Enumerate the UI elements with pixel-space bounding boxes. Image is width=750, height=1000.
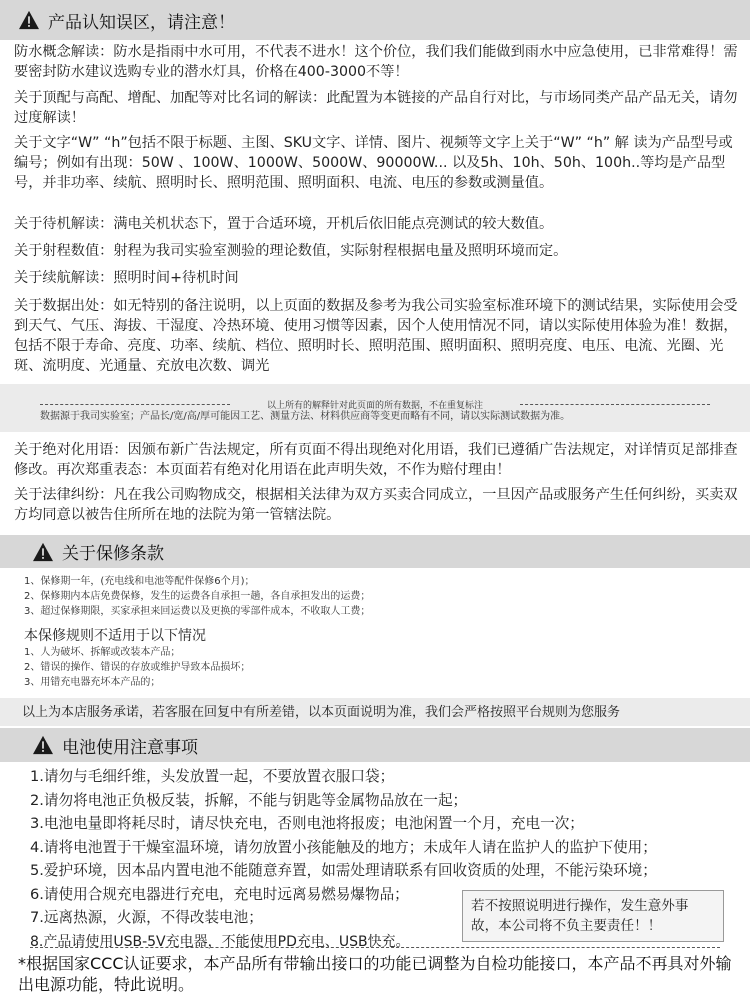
warning-icon xyxy=(18,10,40,30)
exclusion-item: 3、用错充电器充坏本产品的； xyxy=(24,677,161,688)
config-paragraph: 关于顶配与高配、增配、加配等对比名词的解读：此配置为本链接的产品自行对比，与市场同类产品产品无关，请勿过度解读！ xyxy=(14,90,738,126)
warranty-item: 3、超过保修期限，买家承担来回运费以及更换的零部件成本，不收取人工费； xyxy=(24,606,371,617)
footer-divider xyxy=(30,947,720,948)
exclusion-title: 本保修规则不适用于以下情况 xyxy=(24,628,206,644)
battery-item: 1.请勿与毛细纤维，头发放置一起，不要放置衣服口袋； xyxy=(30,768,395,785)
misconception-header xyxy=(0,0,750,40)
battery-item: 3.电池电量即将耗尽时，请尽快充电，否则电池将报废；电池闲置一个月，充电一次； xyxy=(30,815,584,832)
data-source-paragraph: 关于数据出处：如无特别的备注说明，以上页面的数据及参考为我公司实验室标准环境下的测试结果，实际使用会受到天气、气压、海拔、干湿度、冷热环境、使用习惯等因素，因个人使用情况不同，请以实际使用体验为准！数据，包括不限于寿命、亮度、功率、续航、档位、照明时长、照明范围、照明面积、照明亮度、电压、电流、光圈、光斑、流明度、光通量、充放电次数、调光 xyxy=(14,298,738,374)
warranty-header xyxy=(0,535,750,568)
endurance-paragraph: 关于续航解读：照明时间+待机时间 xyxy=(14,270,239,286)
legal-dispute-paragraph: 关于法律纠纷：凡在我公司购物成交，根据相关法律为双方买卖合同成立，一旦因产品或服务产生任何纠纷，买卖双方均同意以被告住所所在地的法院为第一管辖法院。 xyxy=(14,487,738,523)
warning-icon xyxy=(32,735,54,755)
exclusion-item: 2、错误的操作、错误的存放或维护导致本品损坏； xyxy=(24,662,251,673)
standby-paragraph: 关于待机解读：满电关机状态下，置于合适环境，开机后依旧能点亮测试的较大数值。 xyxy=(14,216,554,232)
exclusion-item: 1、人为破坏、拆解或改装本产品； xyxy=(24,647,181,658)
battery-item: 4.请将电池置于干燥室温环境，请勿放置小孩能触及的地方；未成年人请在监护人的监护下使用； xyxy=(30,839,657,856)
notice-line-1: 以上所有的解释针对此页面的所有数据，不在重复标注 xyxy=(40,398,710,411)
warranty-item: 1、保修期一年，(充电线和电池等配件保修6个月)； xyxy=(24,576,255,587)
battery-header xyxy=(0,728,750,762)
battery-item: 6.请使用合规充电器进行充电，充电时远离易燃易爆物品； xyxy=(30,886,409,903)
misconception-title: 产品认知误区，请注意！ xyxy=(48,12,235,33)
ccc-footer-note: *根据国家CCC认证要求，本产品所有带输出接口的功能已调整为自检功能接口，本产品不再具对外输出电源功能，特此说明。 xyxy=(18,954,732,994)
absolute-terms-paragraph: 关于绝对化用语：因颁布新广告法规定，所有页面不得出现绝对化用语，我们已遵循广告法规定，对详情页足部排查修改。再次郑重表态：本页面若有绝对化用语在此声明失效，不作为赔付理由！ xyxy=(14,442,738,478)
service-commitment: 以上为本店服务承诺，若客服在回复中有所差错，以本页面说明为准，我们会严格按照平台规则为您服务 xyxy=(22,705,621,720)
battery-item: 5.爱护环境，因本品内置电池不能随意弃置，如需处理请联系有回收资质的处理，不能污染环境； xyxy=(30,862,657,879)
battery-item: 2.请勿将电池正负极反装，拆解，不能与钥匙等金属物品放在一起； xyxy=(30,792,468,809)
warranty-title: 关于保修条款 xyxy=(62,544,164,564)
liability-warning-box: 若不按照说明进行操作，发生意外事故，本公司将不负主要责任！！ xyxy=(462,890,724,942)
notice-line-2: 数据源于我司实验室；产品长/宽/高/厚可能因工艺、测量方法、材料供应商等变更而略有不同，请以实际测试数据为准。 xyxy=(40,411,571,422)
battery-title: 电池使用注意事项 xyxy=(62,737,198,758)
wh-paragraph: 关于文字“W” “h”包括不限于标题、主图、SKU文字、详情、图片、视频等文字上关于“W” “h” 解 读为产品型号或编号；例如有出现：50W 、100W、1000W、5000W、90000W... 以及5h、10h、50h、100h..等均是产品型号，并非功率、续航、照明时长、照明范围、照明面积、电流、电压的参数或测量值。 xyxy=(14,135,733,191)
battery-item: 7.远离热源，火源，不得改装电池； xyxy=(30,909,263,926)
range-paragraph: 关于射程数值：射程为我司实验室测验的理论数值，实际射程根据电量及照明环境而定。 xyxy=(14,243,568,259)
waterproof-paragraph: 防水概念解读：防水是指雨中水可用，不代表不进水！这个价位，我们我们能做到雨水中应急使用，已非常难得！需要密封防水建议选购专业的潜水灯具，价格在400-3000不等！ xyxy=(14,44,738,80)
warranty-item: 2、保修期内本店免费保修，发生的运费各自承担一趟，各自承担发出的运费； xyxy=(24,591,371,602)
warning-icon xyxy=(32,542,54,562)
battery-item: 8.产品请使用USB-5V充电器，不能使用PD充电、USB快充。 xyxy=(30,934,410,950)
